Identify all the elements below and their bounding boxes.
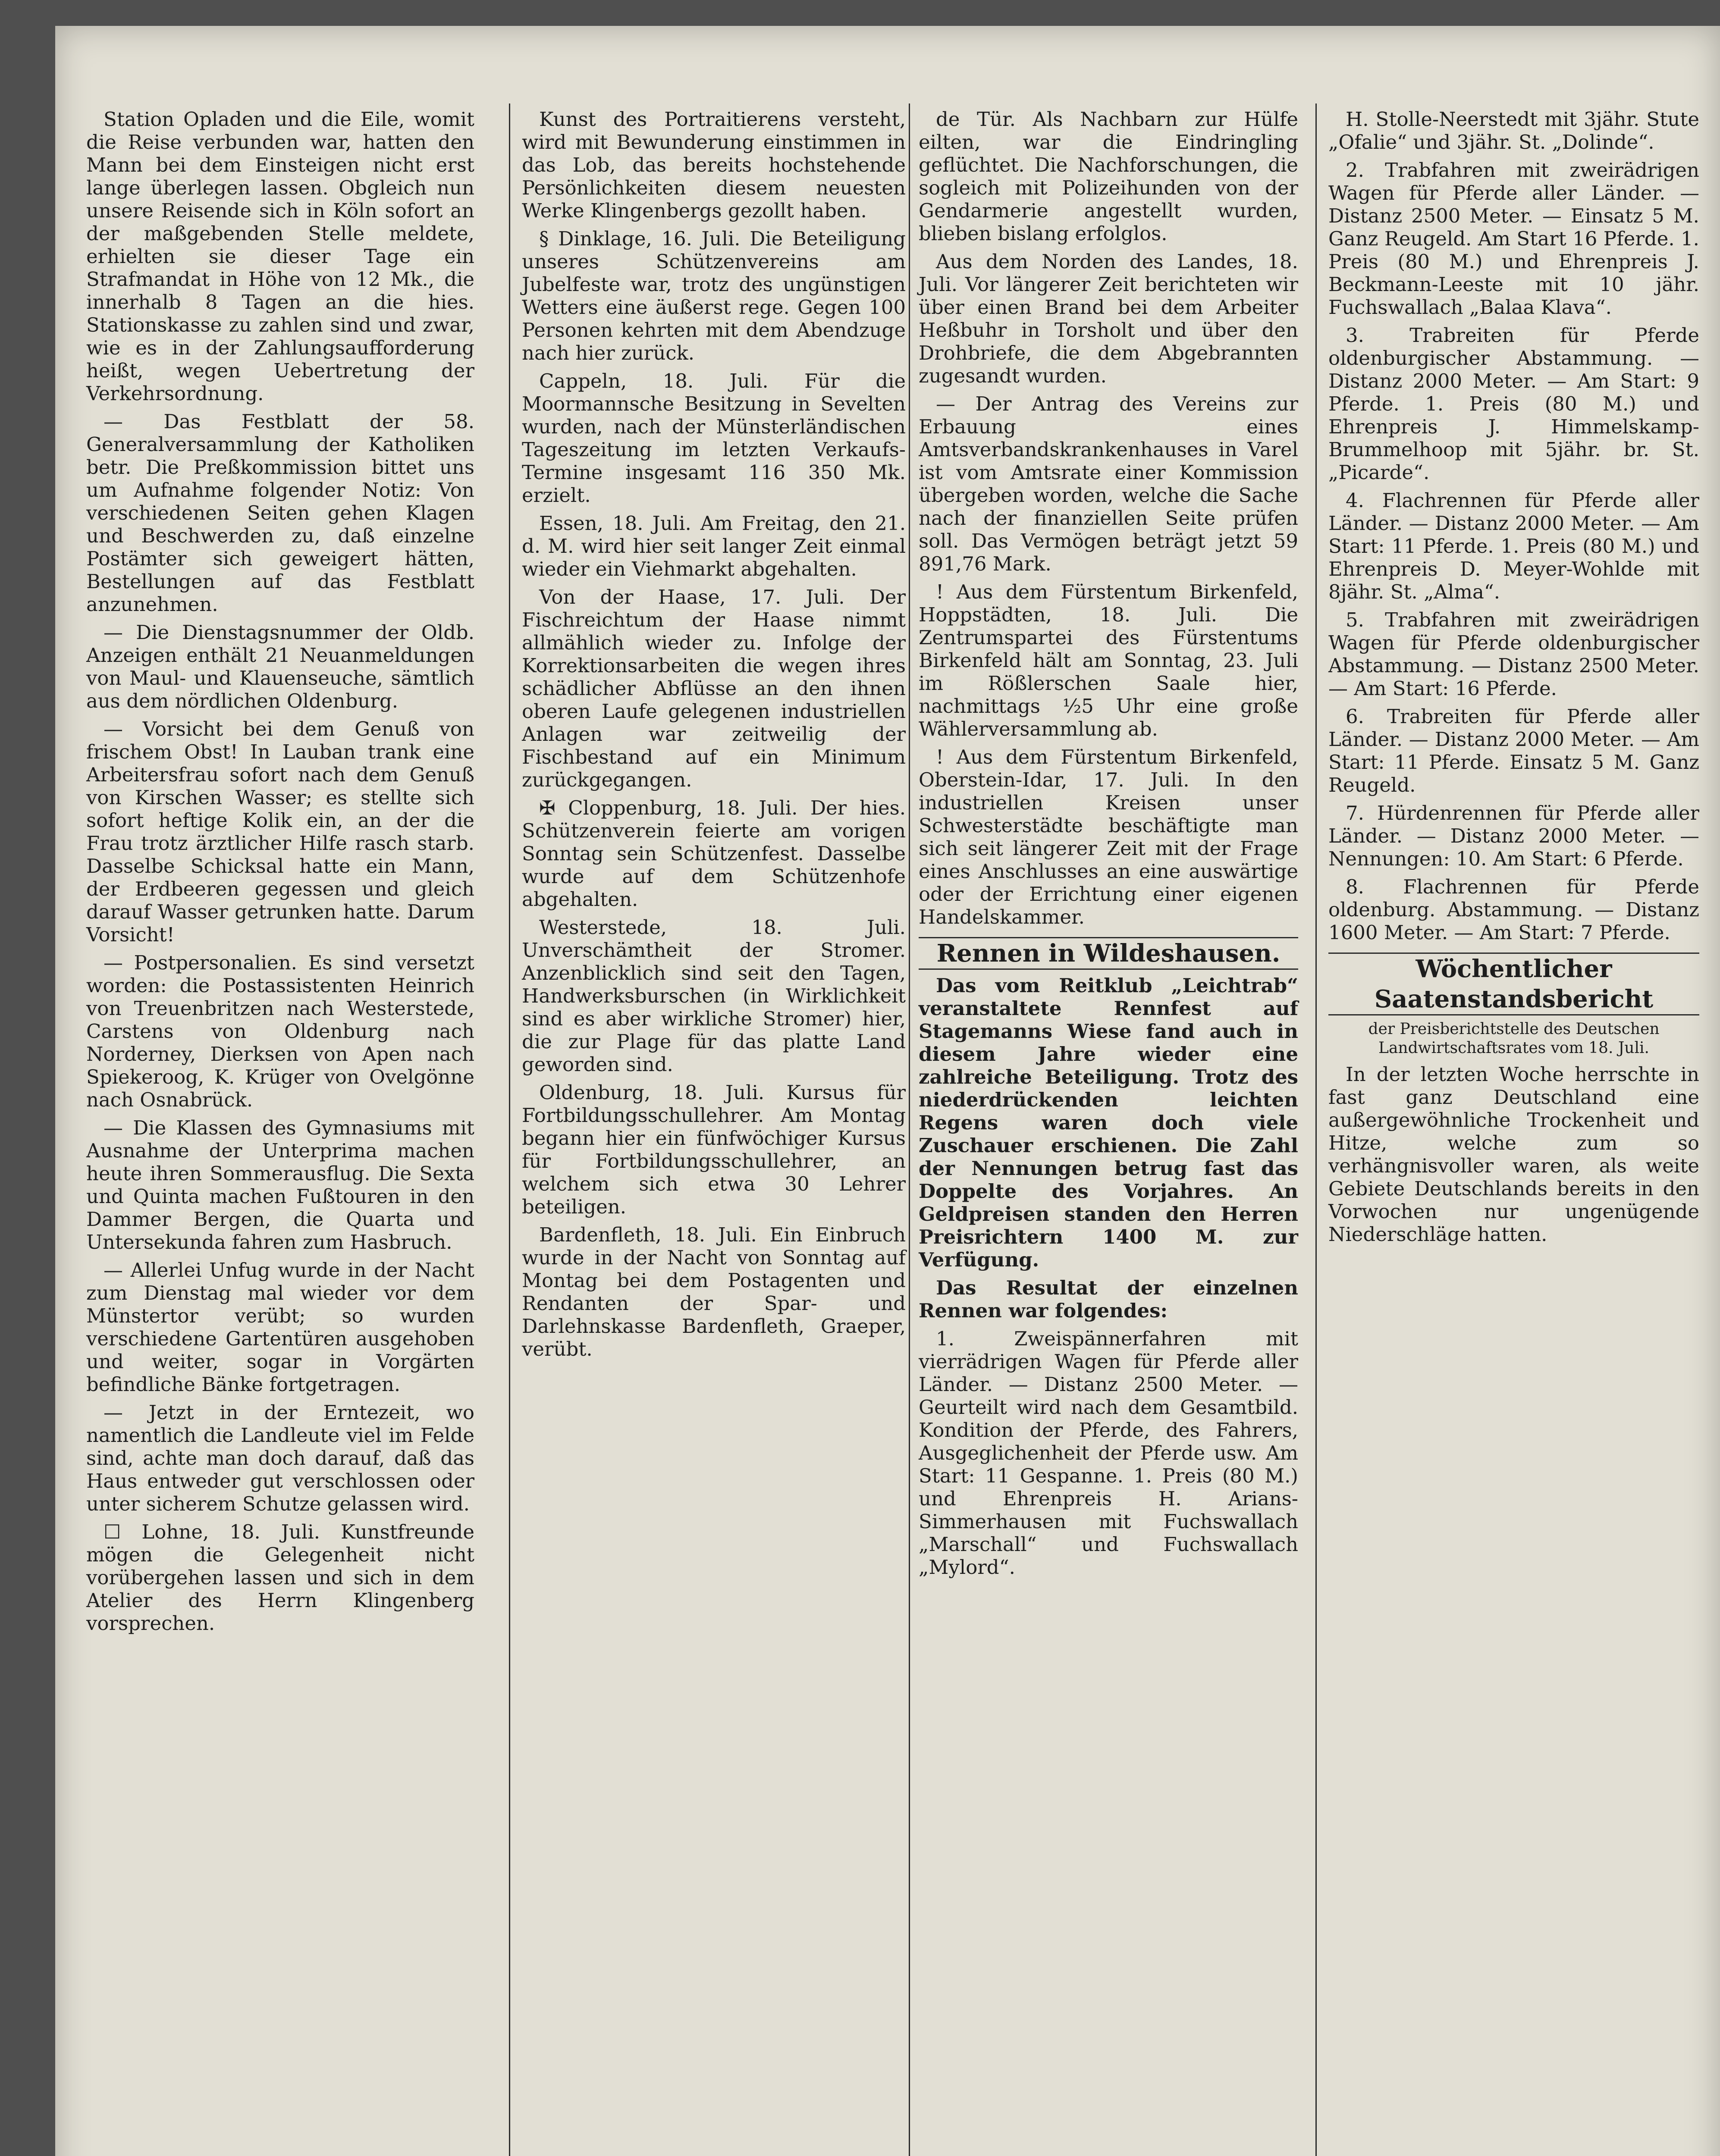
race-result: H. Stolle-Neerstedt mit 3jähr. Stute „Ofalie“ und 3jähr. St. „Dolinde“. [1328,108,1699,154]
paragraph: Kunst des Portraitierens versteht, wird mit Bewunderung einstimmen in das Lob, das bereits hochstehende Persönlichkeiten diesem neuesten Werke Klingenbergs gezollt haben. [522,108,906,222]
race-result: 4. Flachrennen für Pferde aller Länder. — Distanz 2000 Meter. — Am Start: 11 Pferde. 1. Preis (80 M.) und Ehrenpreis D. Meyer-Wohlde mit 8jähr. St. „Alma“. [1328,489,1699,603]
paragraph: — Vorsicht bei dem Genuß von frischem Obst! In Lauban trank eine Arbeitersfrau sofort nach dem Genuß von Kirschen Wasser; es stellte sich sofort heftige Kolik ein, an der die Frau trotz ärztlicher Hilfe rasch starb. Dasselbe Schicksal hatte ein Mann, der Erdbeeren gegessen und gleich darauf Wasser getrunken hatte. Darum Vorsicht! [86,718,474,946]
race-result: 6. Trabreiten für Pferde aller Länder. — Distanz 2000 Meter. — Am Start: 11 Pferde. Einsatz 5 M. Ganz Reugeld. [1328,705,1699,796]
column-rule [1315,103,1317,2156]
race-result: 8. Flachrennen für Pferde oldenburg. Abstammung. — Distanz 1600 Meter. — Am Start: 7 Pferde. [1328,875,1699,944]
race-heading: Rennen in Wildeshausen. [919,937,1298,970]
race-result: 2. Trabfahren mit zweirädrigen Wagen für Pferde aller Länder. — Distanz 2500 Meter. — Einsatz 5 M. Ganz Reugeld. Am Start 16 Pferde. 1. Preis (80 M.) und Ehrenpreis J. Beckmann-Leeste mit 10 jähr. Fuchswallach „Balaa Klava“. [1328,159,1699,319]
column-2 [522,108,906,1366]
race-result: 3. Trabreiten für Pferde oldenburgischer Abstammung. — Distanz 2000 Meter. — Am Start: 9 Pferde. 1. Preis (80 M.) und Ehrenpreis J. Himmelskamp-Brummelhoop mit 5jähr. br. St. „Picarde“. [1328,324,1699,484]
race-result: 5. Trabfahren mit zweirädrigen Wagen für Pferde oldenburgischer Abstammung. — Distanz 2500 Meter. — Am Start: 16 Pferde. [1328,608,1699,700]
paragraph: § Dinklage, 16. Juli. Die Beteiligung unseres Schützenvereins am Jubelfeste war, trotz des ungünstigen Wetters eine äußerst rege. Gegen 100 Personen kehrten mit dem Abendzuge nach hier zurück. [522,227,906,364]
race-results-heading: Das Resultat der einzelnen Rennen war folgendes: [919,1276,1298,1322]
paragraph: ! Aus dem Fürstentum Birkenfeld, Oberstein-Idar, 17. Juli. In den industriellen Kreisen unser Schwesterstädte beschäftigte man sich seit längerer Zeit mit der Frage eines Anschlusses an eine auswärtige oder der Errichtung einer eigenen Handelskammer. [919,746,1298,928]
crop-report-subtitle: der Preisberichtstelle des Deutschen Landwirtschaftsrates vom 18. Juli. [1368,1020,1660,1057]
column-rule [509,103,510,2156]
paragraph: Essen, 18. Juli. Am Freitag, den 21. d. M. wird hier seit langer Zeit einmal wieder ein Viehmarkt abgehalten. [522,512,906,580]
paragraph: — Allerlei Unfug wurde in der Nacht zum Dienstag mal wieder vor dem Münstertor verübt; so wurden verschiedene Gartentüren ausgehoben und weiter, sogar in Vorgärten befindliche Bänke fortgetragen. [86,1259,474,1396]
paragraph: In der letzten Woche herrschte in fast ganz Deutschland eine außergewöhnliche Trockenheit und Hitze, welche zum so verhängnisvoller waren, als weite Gebiete Deutschlands bereits in den Vorwochen nur ungenügende Niederschläge hatten. [1328,1063,1699,1246]
paragraph: — Das Festblatt der 58. Generalversammlung der Katholiken betr. Die Preßkommission bittet uns um Aufnahme folgender Notiz: Von verschiedenen Seiten gehen Klagen und Beschwerden zu, daß einzelne Postämter sich geweigert hätten, Bestellungen auf das Festblatt anzunehmen. [86,410,474,616]
paragraph: Bardenfleth, 18. Juli. Ein Einbruch wurde in der Nacht von Sonntag auf Montag bei dem Postagenten und Rendanten der Spar- und Darlehnskasse Bardenfleth, Graeper, verübt. [522,1223,906,1360]
paragraph: de Tür. Als Nachbarn zur Hülfe eilten, war die Eindringling geflüchtet. Die Nachforschungen, die sogleich mit Polizeihunden von der Gendarmerie angestellt wurden, blieben bislang erfolglos. [919,108,1298,245]
paragraph: Cappeln, 18. Juli. Für die Moormannsche Besitzung in Sevelten wurden, nach der Münsterländischen Tageszeitung im letzten Verkaufs-Termine insgesamt 116 350 Mk. erzielt. [522,370,906,507]
column-4 [1328,108,1699,1251]
race-result: 7. Hürdenrennen für Pferde aller Länder. — Distanz 2000 Meter. — Nennungen: 10. Am Start: 6 Pferde. [1328,802,1699,870]
paragraph: Von der Haase, 17. Juli. Der Fischreichtum der Haase nimmt allmählich wieder zu. Infolge der Korrektionsarbeiten die wegen ihres schädlicher Abflüsse an den ihnen oberen Laufe gelegenen industriellen Anlagen war zeitweilig der Fischbestand auf ein Minimum zurückgegangen. [522,586,906,791]
crop-report-heading: Wöchentlicher Saatenstandsbericht [1328,953,1699,1015]
column-rule [909,103,910,2156]
paragraph: ! Aus dem Fürstentum Birkenfeld, Hoppstädten, 18. Juli. Die Zentrumspartei des Fürstentums Birkenfeld hält am Sonntag, 23. Juli im Rößlerschen Saale hier, nachmittags ½5 Uhr eine große Wählerversammlung ab. [919,580,1298,740]
column-1 [86,108,474,1640]
race-result: 1. Zweispännerfahren mit vierrädrigen Wagen für Pferde aller Länder. — Distanz 2500 Meter. — Geurteilt wird nach dem Gesamtbild. Kondition der Pferde, des Fahrers, Ausgeglichenheit der Pferde usw. Am Start: 11 Gespanne. 1. Preis (80 M.) und Ehrenpreis H. Arians-Simmerhausen mit Fuchswallach „Marschall“ und Fuchswallach „Mylord“. [919,1327,1298,1579]
paragraph: — Die Klassen des Gymnasiums mit Ausnahme der Unterprima machen heute ihren Sommerausflug. Die Sexta und Quinta machen Fußtouren in den Dammer Bergen, die Quarta und Untersekunda fahren zum Hasbruch. [86,1116,474,1253]
paragraph: — Der Antrag des Vereins zur Erbauung eines Amtsverbandskrankenhauses in Varel ist vom Amtsrate einer Kommission übergeben worden, welche die Sache nach der finanziellen Seite prüfen soll. Das Vermögen beträgt jetzt 59 891,76 Mark. [919,392,1298,575]
column-3 [919,108,1298,1584]
paragraph: Westerstede, 18. Juli. Unverschämtheit der Stromer. Anzenblicklich sind seit den Tagen, Handwerksburschen (in Wirklichkeit sind es aber wirkliche Stromer) hier, die zur Plage für das platte Land geworden sind. [522,916,906,1076]
paragraph: Oldenburg, 18. Juli. Kursus für Fortbildungsschullehrer. Am Montag begann hier ein fünfwöchiger Kursus für Fortbildungsschullehrer, an welchem sich etwa 30 Lehrer beteiligen. [522,1081,906,1218]
paragraph: ✠ Cloppenburg, 18. Juli. Der hies. Schützenverein feierte am vorigen Sonntag sein Schützenfest. Dasselbe wurde auf dem Schützenhofe abgehalten. [522,796,906,911]
race-intro: Das vom Reitklub „Leichtrab“ veranstaltete Rennfest auf Stagemanns Wiese fand auch in diesem Jahre wieder eine zahlreiche Beteiligung. Trotz des niederdrückenden leichten Regens waren doch viele Zuschauer erschienen. Die Zahl der Nennungen betrug fast das Doppelte des Vorjahres. An Geldpreisen standen den Herren Preisrichtern 1400 M. zur Verfügung. [919,974,1298,1271]
paragraph: — Die Dienstagsnummer der Oldb. Anzeigen enthält 21 Neuanmeldungen von Maul- und Klauenseuche, sämtlich aus dem nördlichen Oldenburg. [86,621,474,712]
paragraph: — Postpersonalien. Es sind versetzt worden: die Postassistenten Heinrich von Treuenbritzen nach Westerstede, Carstens von Oldenburg nach Norderney, Dierksen von Apen nach Spiekeroog, K. Krüger von Ovelgönne nach Osnabrück. [86,951,474,1111]
paragraph: Station Opladen und die Eile, womit die Reise verbunden war, hatten den Mann bei dem Einsteigen nicht erst lange überlegen lassen. Obgleich nun unsere Reisende sich in Köln sofort an der maßgebenden Stelle meldete, erhielten sie dieser Tage ein Strafmandat in Höhe von 12 Mk., die innerhalb 8 Tagen an die hies. Stationskasse zu zahlen sind und zwar, wie es in der Zahlungsaufforderung heißt, wegen Uebertretung der Verkehrsordnung. [86,108,474,405]
paragraph: ☐ Lohne, 18. Juli. Kunstfreunde mögen die Gelegenheit nicht vorübergehen lassen und sich in dem Atelier des Herrn Klingenberg vorsprechen. [86,1520,474,1635]
paragraph: — Jetzt in der Erntezeit, wo namentlich die Landleute viel im Felde sind, achte man doch darauf, daß das Haus entweder gut verschlossen oder unter sicherem Schutze gelassen wird. [86,1401,474,1515]
paragraph: Aus dem Norden des Landes, 18. Juli. Vor längerer Zeit berichteten wir über einen Brand bei dem Arbeiter Heßbuhr in Torsholt und über den Drohbriefe, die dem Abgebrannten zugesandt wurden. [919,250,1298,387]
